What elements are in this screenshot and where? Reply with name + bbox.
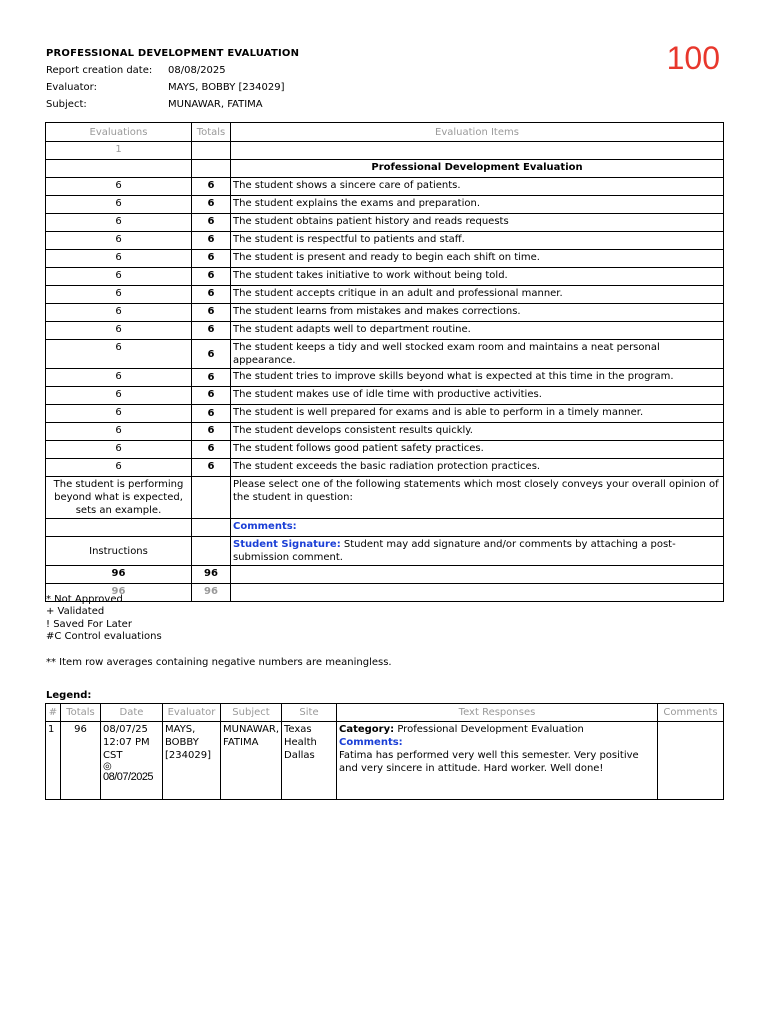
student-signature-text: Student may add signature and/or comments by attaching a post-submission comment. [233,539,676,563]
note-averages: ** Item row averages containing negative numbers are meaningless. [46,657,392,668]
total-totals: 96 [192,566,231,584]
opinion-question: Please select one of the following statements which most closely conveys your overall opinion of the student in question: [231,477,724,519]
item-eval: 6 [46,214,192,232]
item-total: 6 [192,232,231,250]
legend-table [45,703,724,800]
legend-comments-text: Fatima has performed very well this semester. Very positive and very sincere in attitude. Hard worker. Well done! [339,750,639,774]
student-signature-label: Student Signature: [233,539,341,550]
item-row [46,196,724,214]
note-control: #C Control evaluations [46,631,162,643]
item-total: 6 [192,459,231,477]
legend-col-date: Date [101,704,163,722]
category-label: Category: [339,724,395,735]
item-eval: 6 [46,369,192,387]
item-eval: 6 [46,196,192,214]
item-row [46,369,724,387]
item-row [46,178,724,196]
legend-comments [658,722,724,800]
report-title: PROFESSIONAL DEVELOPMENT EVALUATION [46,48,300,59]
subject-label: Subject: [46,99,87,110]
legend-col-site: Site [282,704,337,722]
item-text: The student learns from mistakes and makes corrections. [231,304,724,322]
item-eval: 6 [46,232,192,250]
item-total: 6 [192,286,231,304]
col-items: Evaluation Items [231,123,724,142]
totals-row [46,566,724,584]
item-total: 6 [192,178,231,196]
status-notes [46,594,162,644]
item-text: The student develops consistent results quickly. [231,423,724,441]
student-signature [231,537,724,566]
col-totals: Totals [192,123,231,142]
item-eval: 6 [46,459,192,477]
legend-text-response [337,722,658,800]
item-total: 6 [192,322,231,340]
item-total: 6 [192,405,231,423]
comments-label: Comments: [231,519,724,537]
item-total: 6 [192,441,231,459]
evaluator-value: MAYS, BOBBY [234029] [168,82,285,93]
total-score: 100 [666,40,720,76]
note-not-approved: * Not Approved [46,594,123,605]
item-eval: 6 [46,322,192,340]
note-saved: ! Saved For Later [46,618,132,630]
legend-col-totals: Totals [61,704,101,722]
item-row [46,423,724,441]
legend-col-text: Text Responses [337,704,658,722]
item-text: The student adapts well to department routine. [231,322,724,340]
item-text: The student keeps a tidy and well stocked exam room and maintains a neat personal appearance. [231,340,724,369]
section-row [46,160,724,178]
evaluator-label: Evaluator: [46,82,97,93]
item-text: The student accepts critique in an adult and professional manner. [231,286,724,304]
legend-row [46,722,724,800]
item-row [46,340,724,369]
item-row [46,286,724,304]
legend-title: Legend: [46,690,92,701]
item-text: The student exceeds the basic radiation protection practices. [231,459,724,477]
legend-col-subject: Subject [221,704,282,722]
eval-number-row [46,142,724,160]
item-row [46,387,724,405]
section-title: Professional Development Evaluation [231,160,724,178]
item-row [46,214,724,232]
legend-totals: 96 [61,722,101,800]
eval-number: 1 [46,142,192,160]
item-eval: 6 [46,304,192,322]
opinion-answer: The student is performing beyond what is expected, sets an example. [46,477,192,519]
item-text: The student shows a sincere care of patients. [231,178,724,196]
timestamp-icon: ◎ [103,761,112,772]
legend-comments-label: Comments: [339,737,403,748]
item-row [46,250,724,268]
report-date-value: 08/08/2025 [168,65,226,76]
avg-eval: 96 [46,584,192,602]
item-eval: 6 [46,387,192,405]
item-text: The student makes use of idle time with productive activities. [231,387,724,405]
avg-totals: 96 [192,584,231,602]
item-text: The student takes initiative to work without being told. [231,268,724,286]
item-row [46,405,724,423]
legend-evaluator: MAYS, BOBBY [234029] [163,722,221,800]
item-row [46,322,724,340]
item-text: The student obtains patient history and reads requests [231,214,724,232]
item-eval: 6 [46,423,192,441]
legend-col-comments: Comments [658,704,724,722]
item-eval: 6 [46,178,192,196]
item-total: 6 [192,214,231,232]
evaluation-table [45,122,724,602]
item-row [46,268,724,286]
instructions-label: Instructions [46,537,192,566]
item-row [46,304,724,322]
item-total: 6 [192,387,231,405]
report-date-label: Report creation date: [46,65,153,76]
item-row [46,459,724,477]
item-text: The student follows good patient safety practices. [231,441,724,459]
signature-row [46,537,724,566]
item-eval: 6 [46,286,192,304]
item-row [46,441,724,459]
item-text: The student is respectful to patients and staff. [231,232,724,250]
col-evaluations: Evaluations [46,123,192,142]
opinion-row [46,477,724,519]
item-eval: 6 [46,250,192,268]
total-eval: 96 [46,566,192,584]
item-text: The student is well prepared for exams and is able to perform in a timely manner. [231,405,724,423]
item-eval: 6 [46,405,192,423]
item-text: The student explains the exams and preparation. [231,196,724,214]
note-validated: + Validated [46,606,105,618]
item-text: The student tries to improve skills beyond what is expected at this time in the program. [231,369,724,387]
legend-date-stamp: 08/07/2025 [103,771,154,783]
item-total: 6 [192,196,231,214]
legend-col-evaluator: Evaluator [163,704,221,722]
item-eval: 6 [46,441,192,459]
legend-col-num: # [46,704,61,722]
comments-row [46,519,724,537]
category-value: Professional Development Evaluation [397,724,584,735]
item-total: 6 [192,423,231,441]
item-total: 6 [192,250,231,268]
item-total: 6 [192,369,231,387]
subject-value: MUNAWAR, FATIMA [168,99,263,110]
legend-num: 1 [46,722,61,800]
legend-site: Texas Health Dallas [282,722,337,800]
item-eval: 6 [46,268,192,286]
item-text: The student is present and ready to begin each shift on time. [231,250,724,268]
legend-subject: MUNAWAR, FATIMA [221,722,282,800]
item-total: 6 [192,340,231,369]
legend-date-cell [101,722,163,800]
item-total: 6 [192,268,231,286]
legend-date: 08/07/25 12:07 PM CST [103,724,150,761]
report-header [46,48,299,113]
item-total: 6 [192,304,231,322]
item-eval: 6 [46,340,192,369]
item-row [46,232,724,250]
